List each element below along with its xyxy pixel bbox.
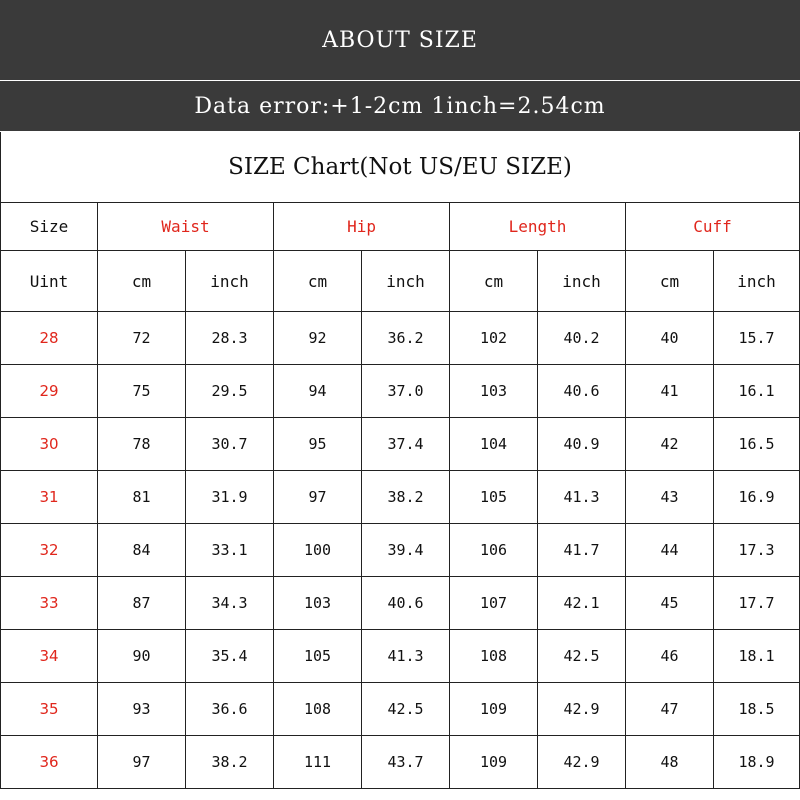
banner-title: ABOUT SIZE — [322, 27, 478, 53]
size-value: 34 — [1, 630, 98, 683]
size-value: 30 — [1, 418, 98, 471]
measurement-cell: 16.9 — [714, 471, 800, 524]
measurement-cell: 108 — [274, 683, 362, 736]
unit-cell: inch — [714, 251, 800, 312]
measurement-cell: 42.1 — [538, 577, 626, 630]
measurement-cell: 44 — [626, 524, 714, 577]
measurement-cell: 42.5 — [538, 630, 626, 683]
measurement-cell: 41.3 — [362, 630, 450, 683]
group-header-cuff: Cuff — [626, 203, 800, 251]
measurement-cell: 100 — [274, 524, 362, 577]
table-row — [1, 365, 800, 418]
measurement-cell: 43 — [626, 471, 714, 524]
table-row — [1, 577, 800, 630]
measurement-cell: 105 — [450, 471, 538, 524]
measurement-cell: 28.3 — [186, 312, 274, 365]
header-row-units — [1, 251, 800, 312]
about-size-banner — [0, 0, 800, 80]
measurement-cell: 81 — [98, 471, 186, 524]
unit-cell: inch — [362, 251, 450, 312]
unit-cell: cm — [450, 251, 538, 312]
measurement-cell: 17.3 — [714, 524, 800, 577]
header-row-groups — [1, 203, 800, 251]
measurement-cell: 93 — [98, 683, 186, 736]
measurement-cell: 18.1 — [714, 630, 800, 683]
measurement-cell: 78 — [98, 418, 186, 471]
measurement-cell: 106 — [450, 524, 538, 577]
table-row — [1, 312, 800, 365]
measurement-cell: 16.1 — [714, 365, 800, 418]
measurement-cell: 40.9 — [538, 418, 626, 471]
measurement-cell: 38.2 — [362, 471, 450, 524]
unit-cell: inch — [538, 251, 626, 312]
measurement-cell: 18.9 — [714, 736, 800, 789]
measurement-cell: 42.5 — [362, 683, 450, 736]
measurement-cell: 41.3 — [538, 471, 626, 524]
measurement-cell: 105 — [274, 630, 362, 683]
measurement-cell: 37.4 — [362, 418, 450, 471]
unit-cell: cm — [626, 251, 714, 312]
measurement-cell: 46 — [626, 630, 714, 683]
size-value: 29 — [1, 365, 98, 418]
size-value: 36 — [1, 736, 98, 789]
unit-header: Uint — [1, 251, 98, 312]
measurement-cell: 35.4 — [186, 630, 274, 683]
measurement-cell: 29.5 — [186, 365, 274, 418]
size-value: 28 — [1, 312, 98, 365]
measurement-cell: 31.9 — [186, 471, 274, 524]
unit-cell: cm — [274, 251, 362, 312]
measurement-cell: 37.0 — [362, 365, 450, 418]
measurement-cell: 87 — [98, 577, 186, 630]
measurement-cell: 97 — [98, 736, 186, 789]
measurement-cell: 15.7 — [714, 312, 800, 365]
size-value: 33 — [1, 577, 98, 630]
measurement-cell: 16.5 — [714, 418, 800, 471]
group-header-length: Length — [450, 203, 626, 251]
unit-cell: cm — [98, 251, 186, 312]
measurement-cell: 109 — [450, 736, 538, 789]
measurement-cell: 47 — [626, 683, 714, 736]
measurement-cell: 104 — [450, 418, 538, 471]
size-value: 32 — [1, 524, 98, 577]
measurement-cell: 42.9 — [538, 683, 626, 736]
measurement-cell: 30.7 — [186, 418, 274, 471]
measurement-cell: 72 — [98, 312, 186, 365]
measurement-cell: 95 — [274, 418, 362, 471]
measurement-cell: 109 — [450, 683, 538, 736]
table-row — [1, 683, 800, 736]
measurement-cell: 40.6 — [538, 365, 626, 418]
measurement-cell: 103 — [274, 577, 362, 630]
size-header: Size — [1, 203, 98, 251]
measurement-cell: 84 — [98, 524, 186, 577]
measurement-cell: 111 — [274, 736, 362, 789]
measurement-cell: 103 — [450, 365, 538, 418]
table-row — [1, 736, 800, 789]
size-value: 35 — [1, 683, 98, 736]
measurement-cell: 36.6 — [186, 683, 274, 736]
measurement-cell: 97 — [274, 471, 362, 524]
table-row — [1, 630, 800, 683]
measurement-cell: 41.7 — [538, 524, 626, 577]
measurement-cell: 92 — [274, 312, 362, 365]
measurement-cell: 107 — [450, 577, 538, 630]
size-table — [0, 202, 800, 789]
measurement-cell: 45 — [626, 577, 714, 630]
measurement-cell: 17.7 — [714, 577, 800, 630]
measurement-cell: 40.2 — [538, 312, 626, 365]
measurement-cell: 40 — [626, 312, 714, 365]
group-header-hip: Hip — [274, 203, 450, 251]
measurement-cell: 90 — [98, 630, 186, 683]
measurement-cell: 94 — [274, 365, 362, 418]
size-value: 31 — [1, 471, 98, 524]
table-row — [1, 524, 800, 577]
table-row — [1, 418, 800, 471]
unit-cell: inch — [186, 251, 274, 312]
chart-title — [0, 132, 800, 202]
table-row — [1, 471, 800, 524]
measurement-cell: 18.5 — [714, 683, 800, 736]
group-header-waist: Waist — [98, 203, 274, 251]
measurement-cell: 38.2 — [186, 736, 274, 789]
measurement-cell: 41 — [626, 365, 714, 418]
measurement-cell: 43.7 — [362, 736, 450, 789]
measurement-cell: 33.1 — [186, 524, 274, 577]
measurement-cell: 102 — [450, 312, 538, 365]
measurement-cell: 75 — [98, 365, 186, 418]
measurement-cell: 40.6 — [362, 577, 450, 630]
measurement-cell: 34.3 — [186, 577, 274, 630]
data-error-banner — [0, 81, 800, 131]
measurement-cell: 108 — [450, 630, 538, 683]
measurement-cell: 36.2 — [362, 312, 450, 365]
banner-note: Data error:+1-2cm 1inch=2.54cm — [194, 93, 606, 119]
measurement-cell: 39.4 — [362, 524, 450, 577]
measurement-cell: 48 — [626, 736, 714, 789]
measurement-cell: 42.9 — [538, 736, 626, 789]
measurement-cell: 42 — [626, 418, 714, 471]
chart-title-text: SIZE Chart(Not US/EU SIZE) — [228, 154, 572, 180]
